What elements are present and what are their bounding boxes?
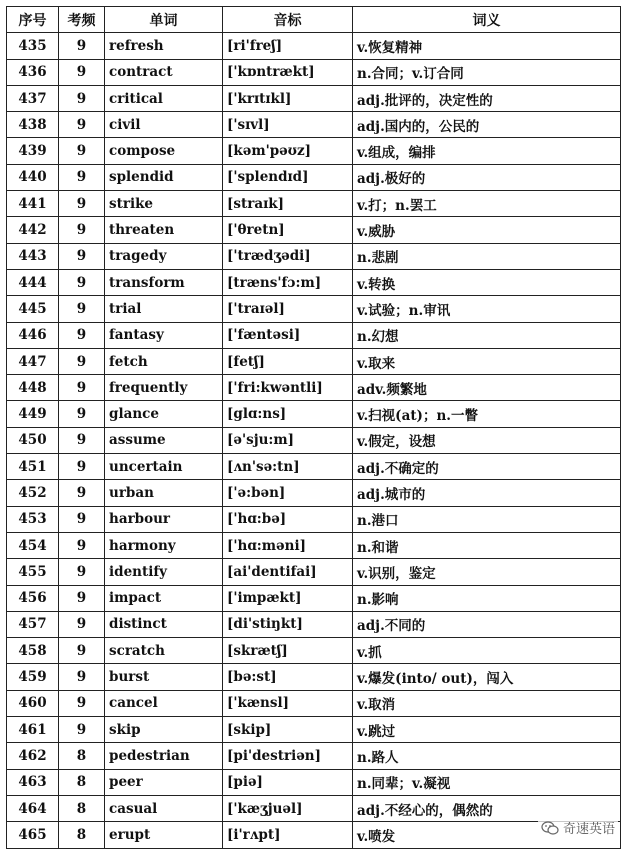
cell-definition: n.同辈；v.凝视 (353, 769, 621, 795)
cell-num: 455 (7, 559, 59, 585)
table-row (7, 164, 621, 190)
cell-phonetic: ['hɑ:bə] (223, 506, 353, 532)
cell-phonetic: [pi'destriən] (223, 743, 353, 769)
cell-phonetic: [skrætʃ] (223, 638, 353, 664)
cell-definition: n.合同；v.订合同 (353, 59, 621, 85)
cell-phonetic: ['sɪvl] (223, 112, 353, 138)
table-row (7, 480, 621, 506)
table-row (7, 33, 621, 59)
table-row (7, 690, 621, 716)
cell-freq: 9 (59, 532, 105, 558)
cell-freq: 9 (59, 427, 105, 453)
cell-freq: 9 (59, 217, 105, 243)
cell-num: 453 (7, 506, 59, 532)
cell-phonetic: [piə] (223, 769, 353, 795)
cell-num: 444 (7, 269, 59, 295)
cell-word: uncertain (105, 454, 223, 480)
cell-num: 436 (7, 59, 59, 85)
cell-freq: 9 (59, 138, 105, 164)
cell-word: pedestrian (105, 743, 223, 769)
cell-num: 442 (7, 217, 59, 243)
header-word: 单词 (105, 7, 223, 33)
cell-phonetic: [ʌn'sə:tn] (223, 454, 353, 480)
table-row (7, 427, 621, 453)
cell-freq: 9 (59, 269, 105, 295)
cell-phonetic: [ri'freʃ] (223, 33, 353, 59)
cell-definition: adj.不确定的 (353, 454, 621, 480)
cell-phonetic: ['kæʒjuəl] (223, 795, 353, 821)
cell-word: urban (105, 480, 223, 506)
vocabulary-table (6, 6, 621, 849)
cell-freq: 8 (59, 743, 105, 769)
cell-freq: 9 (59, 585, 105, 611)
cell-word: fantasy (105, 322, 223, 348)
cell-definition: v.跳过 (353, 717, 621, 743)
cell-freq: 9 (59, 506, 105, 532)
table-row (7, 243, 621, 269)
cell-num: 448 (7, 375, 59, 401)
cell-phonetic: [ə'sju:m] (223, 427, 353, 453)
cell-phonetic: ['impækt] (223, 585, 353, 611)
cell-num: 439 (7, 138, 59, 164)
table-row (7, 717, 621, 743)
table-row (7, 638, 621, 664)
cell-definition: v.转换 (353, 269, 621, 295)
cell-freq: 9 (59, 690, 105, 716)
cell-freq: 8 (59, 795, 105, 821)
wechat-icon (541, 821, 559, 835)
table-row (7, 191, 621, 217)
cell-definition: n.幻想 (353, 322, 621, 348)
cell-phonetic: ['trædʒədi] (223, 243, 353, 269)
cell-num: 450 (7, 427, 59, 453)
cell-phonetic: [bə:st] (223, 664, 353, 690)
cell-num: 456 (7, 585, 59, 611)
cell-definition: n.港口 (353, 506, 621, 532)
cell-freq: 8 (59, 822, 105, 848)
header-phonetic: 音标 (223, 7, 353, 33)
cell-freq: 9 (59, 296, 105, 322)
cell-definition: v.组成，编排 (353, 138, 621, 164)
table-row (7, 85, 621, 111)
table-row (7, 375, 621, 401)
cell-word: compose (105, 138, 223, 164)
cell-definition: v.威胁 (353, 217, 621, 243)
cell-freq: 9 (59, 85, 105, 111)
cell-word: critical (105, 85, 223, 111)
cell-freq: 9 (59, 191, 105, 217)
table-row (7, 112, 621, 138)
table-row (7, 532, 621, 558)
cell-phonetic: ['fæntəsi] (223, 322, 353, 348)
cell-phonetic: ['traɪəl] (223, 296, 353, 322)
cell-num: 460 (7, 690, 59, 716)
cell-definition: v.抓 (353, 638, 621, 664)
cell-definition: v.识别，鉴定 (353, 559, 621, 585)
cell-word: erupt (105, 822, 223, 848)
watermark-text: 奇速英语 (562, 822, 615, 837)
table-row (7, 559, 621, 585)
cell-num: 451 (7, 454, 59, 480)
cell-word: peer (105, 769, 223, 795)
cell-word: identify (105, 559, 223, 585)
cell-word: threaten (105, 217, 223, 243)
table-row (7, 217, 621, 243)
cell-word: contract (105, 59, 223, 85)
table-row (7, 822, 621, 848)
table-row (7, 769, 621, 795)
table-row (7, 269, 621, 295)
cell-num: 445 (7, 296, 59, 322)
cell-freq: 9 (59, 611, 105, 637)
cell-definition: adv.频繁地 (353, 375, 621, 401)
cell-num: 462 (7, 743, 59, 769)
cell-word: harbour (105, 506, 223, 532)
cell-phonetic: [ai'dentifai] (223, 559, 353, 585)
cell-freq: 9 (59, 480, 105, 506)
cell-word: tragedy (105, 243, 223, 269)
cell-definition: adj.批评的，决定性的 (353, 85, 621, 111)
cell-freq: 9 (59, 559, 105, 585)
cell-word: strike (105, 191, 223, 217)
cell-phonetic: [straɪk] (223, 191, 353, 217)
cell-definition: v.取消 (353, 690, 621, 716)
cell-word: refresh (105, 33, 223, 59)
cell-word: splendid (105, 164, 223, 190)
cell-phonetic: ['splendɪd] (223, 164, 353, 190)
cell-definition: adj.国内的，公民的 (353, 112, 621, 138)
table-row (7, 611, 621, 637)
cell-phonetic: [fetʃ] (223, 348, 353, 374)
cell-phonetic: [i'rʌpt] (223, 822, 353, 848)
table-row (7, 454, 621, 480)
cell-phonetic: [glɑ:ns] (223, 401, 353, 427)
cell-freq: 8 (59, 769, 105, 795)
cell-word: harmony (105, 532, 223, 558)
cell-freq: 9 (59, 401, 105, 427)
cell-num: 465 (7, 822, 59, 848)
cell-phonetic: ['krɪtɪkl] (223, 85, 353, 111)
cell-definition: n.影响 (353, 585, 621, 611)
cell-word: fetch (105, 348, 223, 374)
table-row (7, 585, 621, 611)
table-row (7, 401, 621, 427)
table-row (7, 795, 621, 821)
cell-num: 449 (7, 401, 59, 427)
cell-phonetic: [di'stiŋkt] (223, 611, 353, 637)
cell-definition: v.扫视(at)；n.一瞥 (353, 401, 621, 427)
header-num: 序号 (7, 7, 59, 33)
cell-freq: 9 (59, 348, 105, 374)
cell-num: 459 (7, 664, 59, 690)
cell-freq: 9 (59, 638, 105, 664)
cell-word: civil (105, 112, 223, 138)
cell-definition: n.和谐 (353, 532, 621, 558)
cell-phonetic: [kəm'pəʊz] (223, 138, 353, 164)
cell-num: 454 (7, 532, 59, 558)
cell-word: trial (105, 296, 223, 322)
cell-num: 446 (7, 322, 59, 348)
cell-num: 443 (7, 243, 59, 269)
cell-definition: v.恢复精神 (353, 33, 621, 59)
cell-freq: 9 (59, 243, 105, 269)
cell-num: 447 (7, 348, 59, 374)
cell-definition: n.悲剧 (353, 243, 621, 269)
cell-freq: 9 (59, 375, 105, 401)
cell-num: 435 (7, 33, 59, 59)
cell-word: scratch (105, 638, 223, 664)
cell-definition: adj.不同的 (353, 611, 621, 637)
cell-freq: 9 (59, 112, 105, 138)
cell-word: transform (105, 269, 223, 295)
cell-definition: v.试验；n.审讯 (353, 296, 621, 322)
table-row (7, 322, 621, 348)
cell-definition: v.假定，设想 (353, 427, 621, 453)
cell-num: 437 (7, 85, 59, 111)
header-freq: 考频 (59, 7, 105, 33)
cell-word: frequently (105, 375, 223, 401)
table-row (7, 138, 621, 164)
cell-phonetic: ['ə:bən] (223, 480, 353, 506)
cell-num: 440 (7, 164, 59, 190)
cell-num: 461 (7, 717, 59, 743)
cell-num: 457 (7, 611, 59, 637)
cell-word: skip (105, 717, 223, 743)
cell-num: 438 (7, 112, 59, 138)
table-row (7, 664, 621, 690)
cell-word: burst (105, 664, 223, 690)
cell-phonetic: ['kɒntrækt] (223, 59, 353, 85)
cell-phonetic: [skip] (223, 717, 353, 743)
cell-num: 441 (7, 191, 59, 217)
cell-freq: 9 (59, 59, 105, 85)
cell-definition: adj.不经心的，偶然的 (353, 795, 621, 821)
cell-word: impact (105, 585, 223, 611)
cell-freq: 9 (59, 454, 105, 480)
table-row (7, 296, 621, 322)
cell-word: glance (105, 401, 223, 427)
cell-freq: 9 (59, 164, 105, 190)
table-row (7, 348, 621, 374)
cell-num: 463 (7, 769, 59, 795)
watermark (538, 817, 618, 838)
cell-phonetic: ['kænsl] (223, 690, 353, 716)
cell-freq: 9 (59, 33, 105, 59)
table-row (7, 59, 621, 85)
cell-phonetic: ['fri:kwəntli] (223, 375, 353, 401)
cell-definition: adj.城市的 (353, 480, 621, 506)
cell-num: 458 (7, 638, 59, 664)
cell-word: cancel (105, 690, 223, 716)
table-row (7, 743, 621, 769)
cell-word: distinct (105, 611, 223, 637)
cell-definition: v.喷发 (353, 822, 621, 848)
cell-word: casual (105, 795, 223, 821)
cell-definition: v.打；n.罢工 (353, 191, 621, 217)
cell-word: assume (105, 427, 223, 453)
cell-definition: v.爆发(into/ out)，闯入 (353, 664, 621, 690)
header-definition: 词义 (353, 7, 621, 33)
header-row (7, 7, 621, 33)
cell-phonetic: ['θretn] (223, 217, 353, 243)
cell-phonetic: [træns'fɔ:m] (223, 269, 353, 295)
cell-definition: v.取来 (353, 348, 621, 374)
table-row (7, 506, 621, 532)
cell-definition: n.路人 (353, 743, 621, 769)
cell-phonetic: ['hɑ:məni] (223, 532, 353, 558)
cell-num: 464 (7, 795, 59, 821)
cell-freq: 9 (59, 717, 105, 743)
cell-definition: adj.极好的 (353, 164, 621, 190)
cell-num: 452 (7, 480, 59, 506)
cell-freq: 9 (59, 664, 105, 690)
cell-freq: 9 (59, 322, 105, 348)
